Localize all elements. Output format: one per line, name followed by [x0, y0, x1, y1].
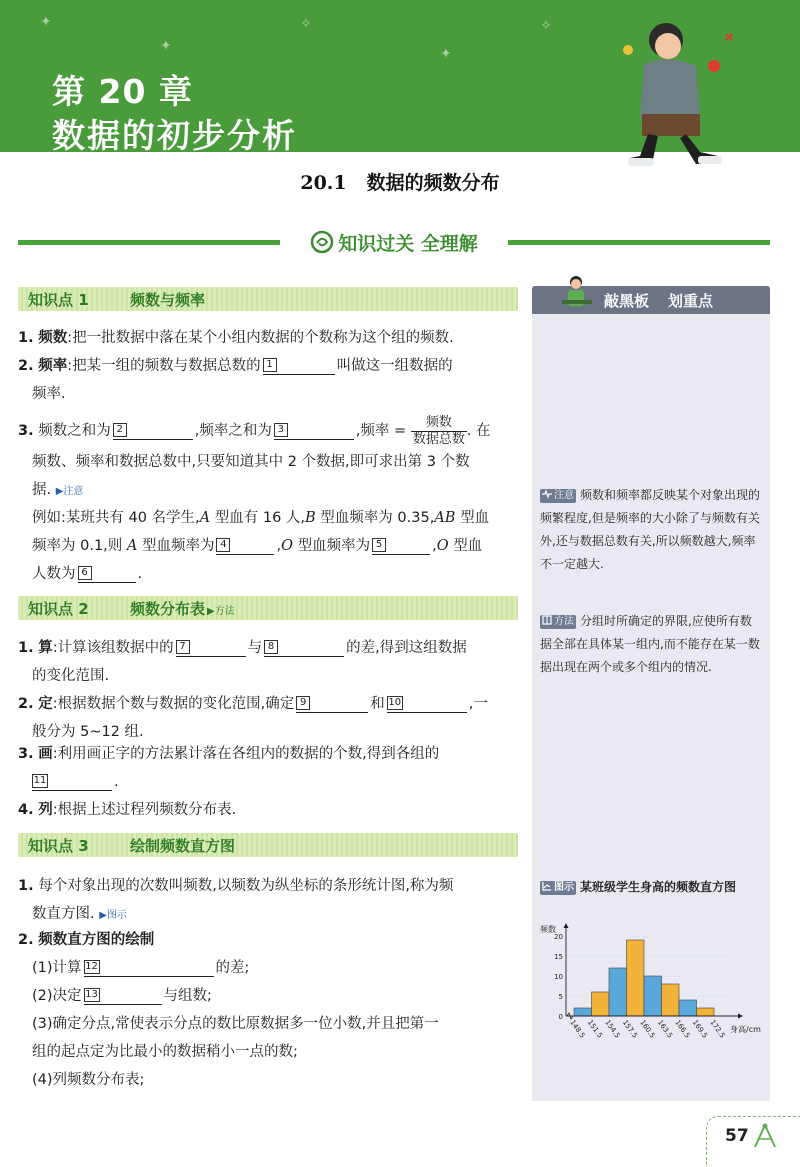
- method-tag: 方法: [540, 615, 576, 629]
- chapter-number: 第 20 章: [52, 72, 193, 111]
- kp2-tag: 知识点 2: [28, 600, 89, 618]
- blank-11[interactable]: 11: [32, 773, 112, 791]
- sidebar-header: [532, 286, 770, 314]
- x-axis-arrow: [738, 1014, 743, 1019]
- attention-tag: 注意: [540, 489, 576, 503]
- y-tick-label: 20: [554, 933, 563, 941]
- kp3-item1: 1. 每个对象出现的次数叫频数,以频数为纵坐标的条形统计图,称为频 数直方图. ▶图示: [18, 878, 454, 922]
- blank-4[interactable]: 4: [216, 537, 274, 555]
- sidebar-title-b: 划重点: [668, 292, 714, 310]
- blank-13[interactable]: 13: [84, 987, 162, 1005]
- kp1-header: [18, 287, 518, 311]
- figure-tag: 图示: [540, 881, 576, 895]
- y-tick-label: 5: [558, 993, 563, 1001]
- kp2-item4: 4. 列:根据上述过程列频数分布表.: [18, 802, 237, 818]
- height-histogram: [538, 920, 766, 1048]
- kp1-item2: 2. 频率:把某一组的频数与数据总数的 1 叫做这一组数据的 频率.: [18, 358, 453, 402]
- kp3-item2: 2. 频数直方图的绘制 (1)计算 12 的差; (2)决定 13 与组数; (3)确定分点,常使表示分点的数比原数据多一位小数,并且把第一 组的起点定为比最小的数据稍小一点的数; (4)列频数分布表;: [18, 932, 439, 1088]
- kp1-tag: 知识点 1: [28, 291, 89, 309]
- histogram-bar: [592, 992, 610, 1016]
- blank-5[interactable]: 5: [372, 537, 430, 555]
- histogram-bar: [574, 1008, 592, 1016]
- kp2-item1: 1. 算:计算该组数据中的 7 与 8 的差,得到这组数据 的变化范围.: [18, 640, 467, 684]
- x-tick-label: 154.5: [603, 1018, 622, 1040]
- page-number-box: [706, 1116, 800, 1167]
- x-tick-label: 160.5: [638, 1018, 657, 1040]
- blank-10[interactable]: 10: [387, 695, 467, 713]
- section-title: [0, 168, 800, 195]
- pulse-icon: [542, 489, 552, 499]
- kp3-name: 绘制频数直方图: [130, 837, 236, 855]
- kp1-item1: 1. 频数:把一批数据中落在某个小组内数据的个数称为这个组的频数.: [18, 330, 454, 346]
- blank-7[interactable]: 7: [176, 639, 246, 657]
- blank-3[interactable]: 3: [274, 422, 354, 440]
- chart-icon: [542, 881, 552, 891]
- kp2-name: 频数分布表 ▶方法: [130, 600, 235, 618]
- kp2-header: [18, 596, 518, 620]
- banner-label: [286, 228, 502, 256]
- page-number: 57: [725, 1126, 749, 1146]
- kp3-tag: 知识点 3: [28, 837, 89, 855]
- histogram-bar: [662, 984, 680, 1016]
- chapter-title: 数据的初步分析: [52, 116, 297, 155]
- teacher-icon: [562, 274, 592, 312]
- blank-2[interactable]: 2: [113, 422, 193, 440]
- sparkle-icon: ✦: [440, 46, 452, 62]
- histogram-bar: [679, 1000, 697, 1016]
- kp1-item3: 3. 频数之和为 2 ,频率之和为 3 ,频率 = $\frac{\text{频数}}{\text{数据总数}}$ . 在 频数、频率和数据总数中,只要知道其中 2 个数据,即可求出第 3 个数 据. ▶注意: [18, 414, 491, 498]
- y-tick-label: 0: [558, 1013, 563, 1021]
- tip-figure-link[interactable]: ▶图示: [99, 910, 127, 921]
- x-tick-label: 166.5: [673, 1018, 692, 1040]
- student-illustration: [600, 6, 750, 174]
- blank-6[interactable]: 6: [78, 565, 136, 583]
- term-frequency-count: 频数: [38, 330, 68, 346]
- x-tick-label: 172.5: [708, 1018, 727, 1040]
- sidebar-figure-title: 图示 某班级学生身高的频数直方图: [540, 876, 764, 899]
- banner-line-left: [18, 240, 280, 245]
- x-tick-label: 169.5: [690, 1018, 709, 1040]
- term-frequency-rate: 频率: [38, 358, 68, 374]
- section-name: 数据的频数分布: [366, 172, 500, 194]
- x-tick-label: 157.5: [620, 1018, 639, 1040]
- sparkle-icon: ✧: [300, 16, 312, 32]
- blank-8[interactable]: 8: [264, 639, 344, 657]
- x-axis-label: 身高/cm: [730, 1025, 761, 1034]
- sparkle-icon: ✦: [160, 38, 172, 54]
- histogram-bar: [644, 976, 662, 1016]
- sparkle-icon: ✧: [540, 18, 552, 34]
- histogram-bar: [627, 940, 645, 1016]
- kp1-name: 频数与频率: [130, 291, 206, 309]
- x-tick-label: 163.5: [655, 1018, 674, 1040]
- swirl-icon: [310, 230, 334, 254]
- banner-line-right: [508, 240, 770, 245]
- tip-attention-link[interactable]: ▶注意: [55, 486, 84, 497]
- histogram-bar: [697, 1008, 715, 1016]
- sparkle-icon: ✦: [40, 14, 52, 30]
- knowledge-banner: [18, 228, 770, 256]
- tip-method-link[interactable]: ▶方法: [207, 606, 235, 617]
- histogram-bar: [609, 968, 627, 1016]
- frequency-formula: $\frac{\text{频数}}{\text{数据总数}}$: [412, 414, 465, 447]
- book-icon: [542, 615, 552, 625]
- y-axis-arrow: [564, 923, 569, 928]
- kp3-header: [18, 833, 518, 857]
- y-tick-label: 10: [554, 973, 563, 981]
- section-number: 20.1: [300, 172, 347, 194]
- banner-text: 知识过关 全理解: [338, 232, 478, 255]
- blank-9[interactable]: 9: [296, 695, 368, 713]
- compass-icon: [751, 1123, 779, 1149]
- kp2-item2: 2. 定:根据数据个数与数据的变化范围,确定 9 和 10 ,一 般分为 5~12 组.: [18, 696, 488, 740]
- kp1-example: 例如:某班共有 40 名学生,A 型血有 16 人,B 型血频率为 0.35,AB 型血 频率为 0.1,则 A 型血频率为 4 ,O 型血频率为 5 ,O 型血 人数为 6 .: [32, 510, 490, 582]
- kp2-item3: 3. 画:利用画正字的方法累计落在各组内的数据的个数,得到各组的 11 .: [18, 746, 440, 790]
- x-tick-label: 148.5: [568, 1018, 587, 1040]
- blank-12[interactable]: 12: [84, 959, 214, 977]
- sidebar-note-attention: 注意 频数和频率都反映某个对象出现的频繁程度,但是频率的大小除了与频数有关外,还与数据总数有关,所以频数越大,频率不一定越大.: [540, 488, 761, 571]
- y-axis-label: 频数: [540, 925, 556, 934]
- y-tick-label: 15: [554, 953, 563, 961]
- sidebar-note-method: 方法 分组时所确定的界限,应使所有数据全部在具体某一组内,而不能存在某一数据出现在两个或多个组内的情况.: [540, 614, 760, 674]
- sidebar-title-a: 敲黑板: [604, 292, 650, 310]
- x-tick-label: 151.5: [585, 1018, 604, 1040]
- blank-1[interactable]: 1: [263, 357, 335, 375]
